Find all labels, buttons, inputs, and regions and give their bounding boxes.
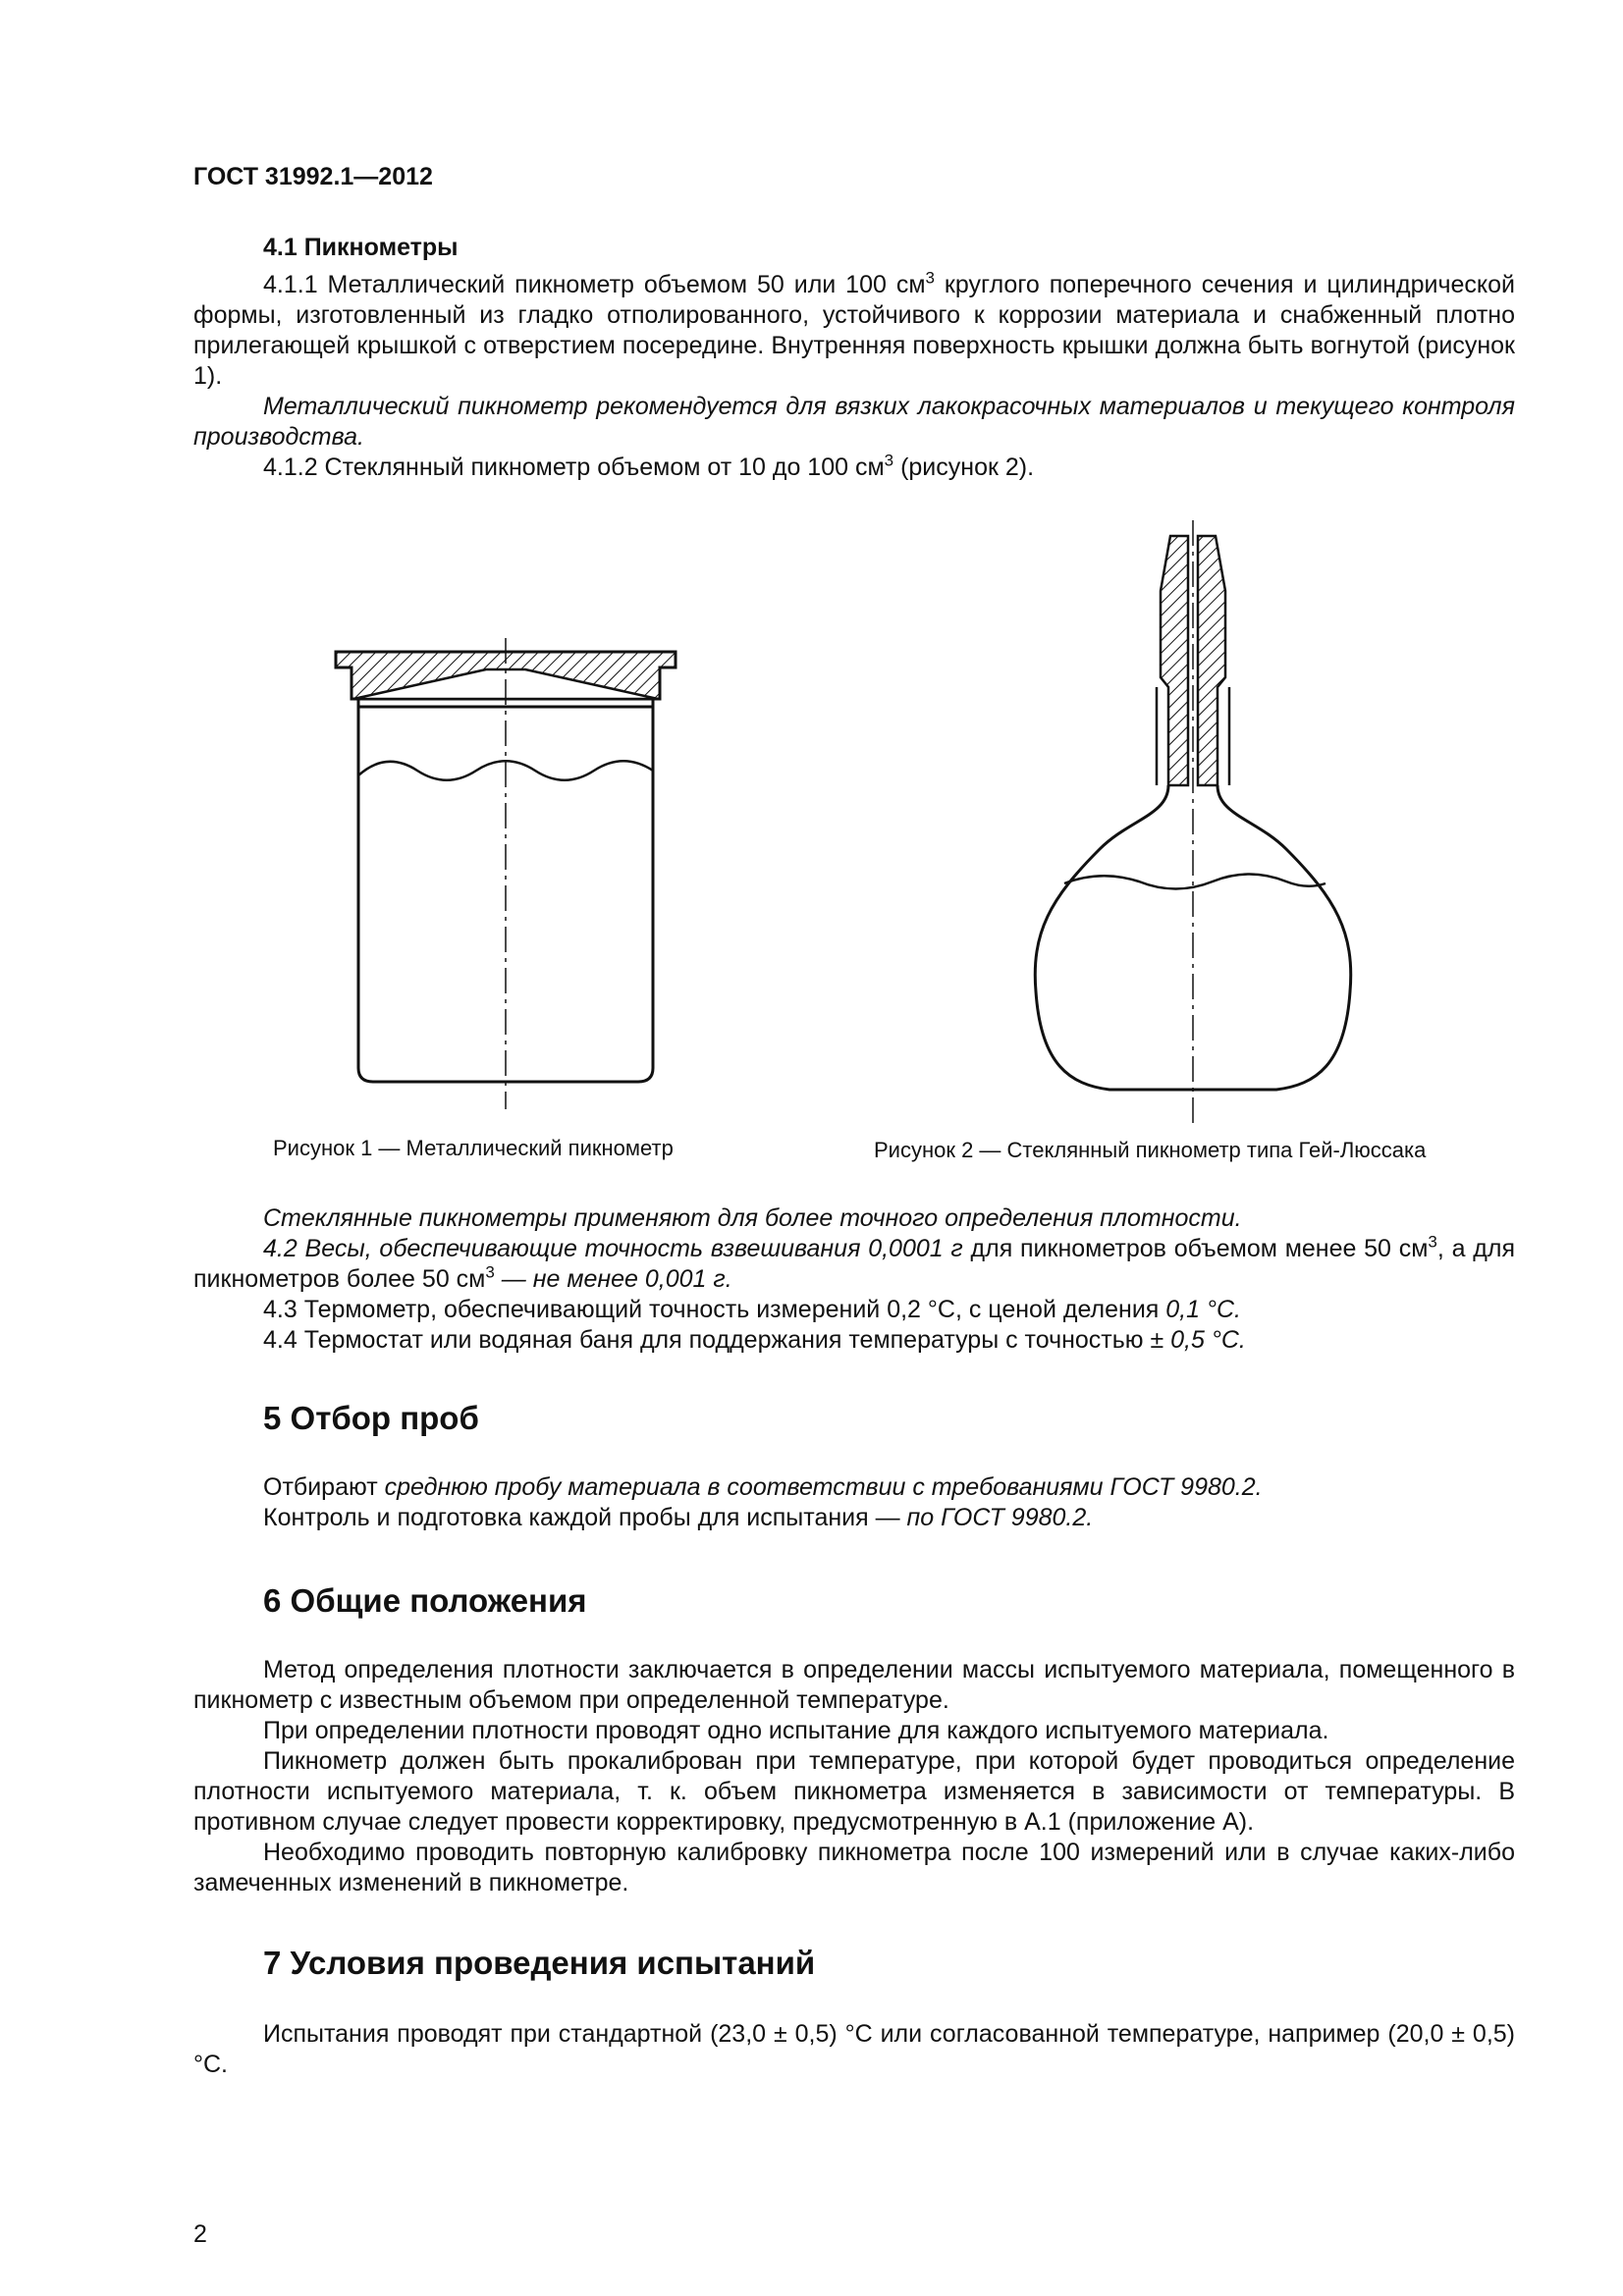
paragraph-6-1: Метод определения плотности заключается в определении массы испытуемого материала, помещенного в пикнометр с известным объемом при определенной температуре. — [193, 1656, 1515, 1714]
paragraph-5-1: Отбирают среднюю пробу материала в соответствии с требованиями ГОСТ 9980.2. — [263, 1473, 1263, 1501]
paragraph-metal-note: Металлический пикнометр рекомендуется для вязких лакокрасочных материалов и текущего контроля производства. — [193, 393, 1515, 451]
figure-1-caption: Рисунок 1 — Металлический пикнометр — [273, 1136, 674, 1160]
paragraph-6-4: Необходимо проводить повторную калибровку пикнометра после 100 измерений или в случае каких-либо замеченных изменений в пикнометре. — [193, 1839, 1515, 1896]
section-6-body — [193, 1655, 1515, 1898]
section-5-heading: 5 Отбор проб — [263, 1400, 479, 1436]
section-4-2-4-4-body — [193, 1203, 1515, 1356]
paragraph-4-2: 4.2 Весы, обеспечивающие точность взвешивания 0,0001 г для пикнометров объемом менее 50 $см^3$, а для пикнометров более 50 $см^3$ — не менее 0,001 г. — [193, 1232, 1515, 1293]
section-5-body — [193, 1472, 1515, 1533]
document-header: ГОСТ 31992.1—2012 — [193, 163, 433, 190]
page-number: 2 — [193, 2220, 207, 2248]
paragraph-7-1: Испытания проводят при стандартной (23,0 ± 0,5) °С или согласованной температуре, например (20,0 ± 0,5) °С. — [193, 2020, 1515, 2078]
stopper-left — [1161, 536, 1188, 785]
liquid-surface-line — [1064, 875, 1325, 889]
paragraph-6-3: Пикнометр должен быть прокалиброван при температуре, при которой будет проводиться определение плотности испытуемого материала, т. к. объем пикнометра изменяется в зависимости от температуры. В противном случае следует провести корректировку, предусмотренную в А.1 (приложение А). — [193, 1747, 1515, 1836]
metal-pycnometer-figure — [324, 628, 687, 1119]
section-4-1-heading: 4.1 Пикнометры — [263, 234, 459, 261]
paragraph-6-2: При определении плотности проводят одно испытание для каждого испытуемого материала. — [263, 1717, 1329, 1744]
paragraph-4-3: 4.3 Термометр, обеспечивающий точность измерений 0,2 °С, с ценой деления 0,1 °С. — [263, 1296, 1241, 1323]
section-4-1-body — [193, 270, 1515, 483]
figure-2-caption: Рисунок 2 — Стеклянный пикнометр типа Гей-Люссака — [874, 1138, 1427, 1162]
section-7-body — [193, 2019, 1515, 2080]
paragraph-5-2: Контроль и подготовка каждой пробы для испытания — по ГОСТ 9980.2. — [263, 1504, 1094, 1531]
paragraph-glass-note: Стеклянные пикнометры применяют для более точного определения плотности. — [263, 1204, 1242, 1232]
stopper-right — [1198, 536, 1225, 785]
glass-pycnometer-figure — [1031, 520, 1384, 1129]
section-7-heading: 7 Условия проведения испытаний — [263, 1945, 816, 1981]
paragraph-4-1-2: 4.1.2 Стеклянный пикнометр объемом от 10 до 100 $см^3$ (рисунок 2). — [263, 451, 1035, 481]
section-6-heading: 6 Общие положения — [263, 1582, 587, 1619]
paragraph-4-4: 4.4 Термостат или водяная баня для поддержания температуры с точностью ± 0,5 °С. — [263, 1326, 1246, 1354]
paragraph-4-1-1: 4.1.1 Металлический пикнометр объемом 50 или 100 $см^3$ круглого поперечного сечения и цилиндрической формы, изготовленный из гладко отполированного, устойчивого к коррозии материала и снабженный плотно прилегающей крышкой с отверстием посередине. Внутренняя поверхность крышки должна быть вогнутой (рисунок 1). — [193, 268, 1516, 390]
